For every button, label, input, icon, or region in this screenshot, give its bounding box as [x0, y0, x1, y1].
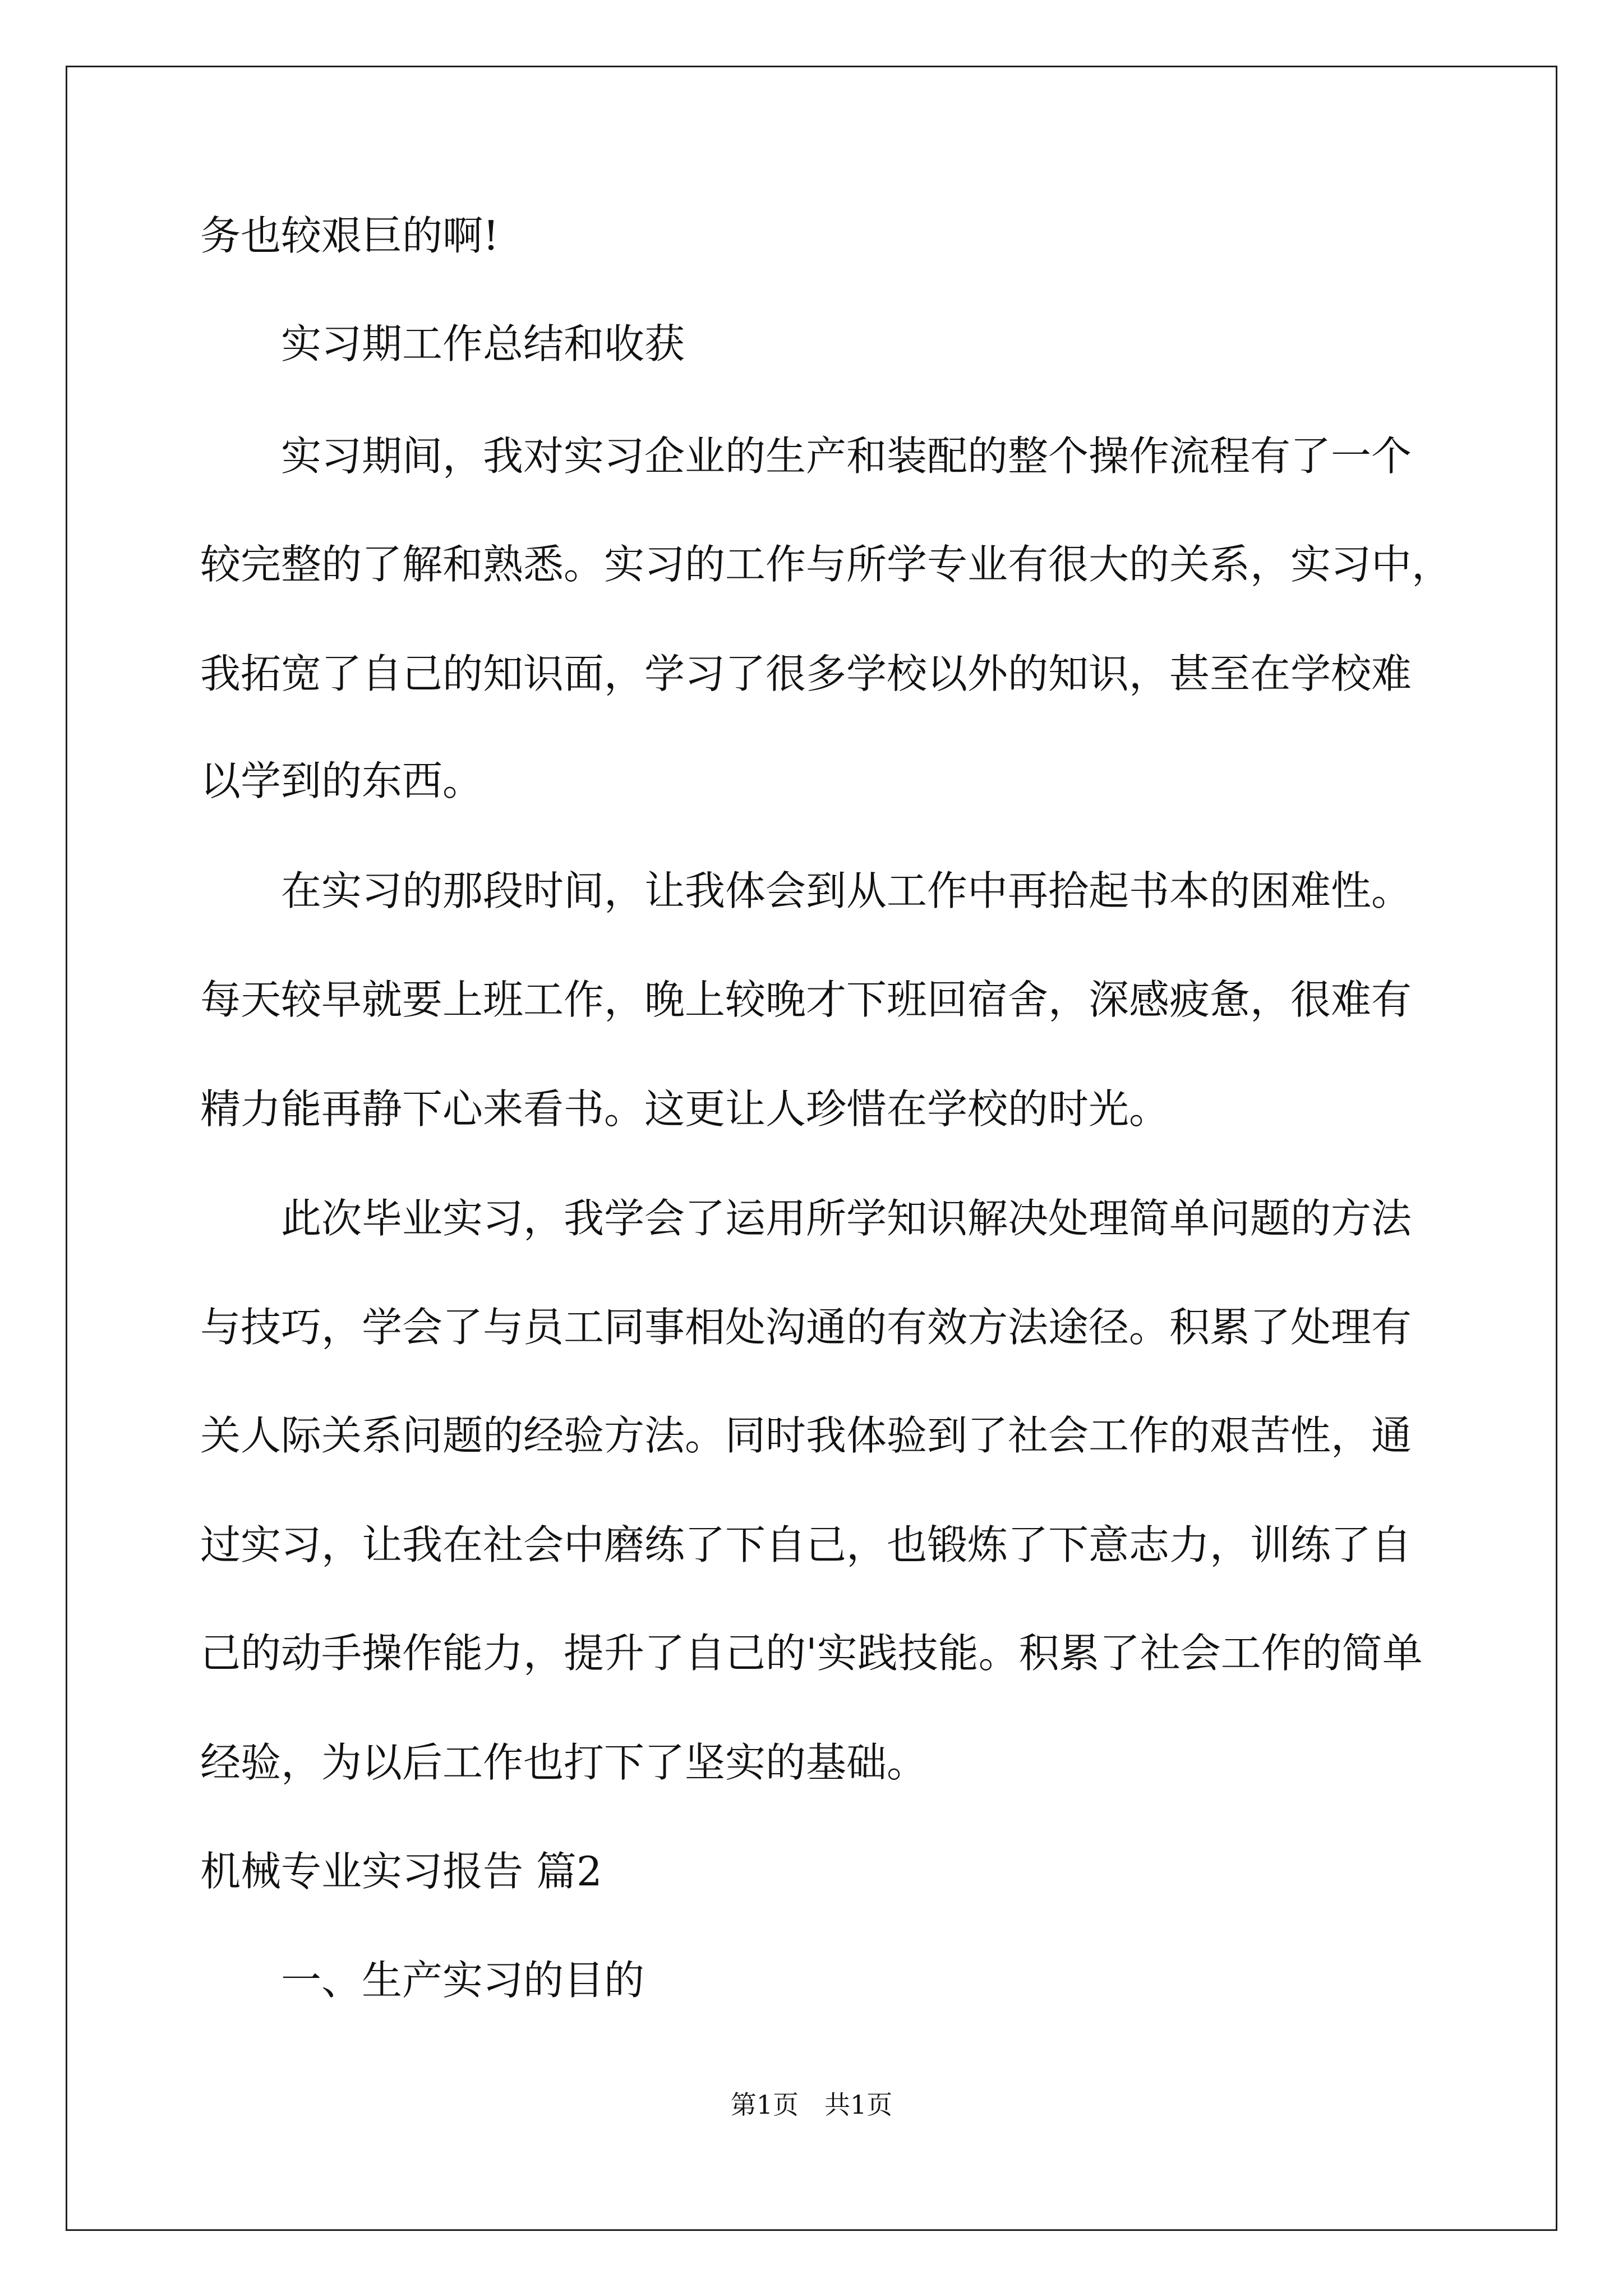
paragraph-line: 过实习，让我在社会中磨练了下自己，也锻炼了下意志力，训练了自 [200, 1521, 1412, 1568]
paragraph-line: 关人际关系问题的经验方法。同时我体验到了社会工作的艰苦性，通 [200, 1412, 1412, 1459]
section-heading: 实习期工作总结和收获 [281, 320, 685, 367]
paragraph-line: 我拓宽了自己的知识面，学习了很多学校以外的知识，甚至在学校难 [200, 650, 1412, 697]
report-title: 机械专业实习报告 篇2 [200, 1848, 602, 1895]
text-line: 务也较艰巨的啊! [200, 212, 499, 259]
paragraph-line: 此次毕业实习，我学会了运用所学知识解决处理简单问题的方法 [281, 1195, 1412, 1242]
paragraph-line: 以学到的东西。 [200, 757, 483, 804]
page-border [66, 66, 1557, 2231]
paragraph-line: 己的动手操作能力，提升了自己的'实践技能。积累了社会工作的简单 [200, 1630, 1423, 1677]
paragraph-line: 在实习的那段时间，让我体会到从工作中再拾起书本的困难性。 [281, 867, 1412, 914]
paragraph-line: 实习期间，我对实习企业的生产和装配的整个操作流程有了一个 [281, 432, 1412, 480]
paragraph-line: 较完整的了解和熟悉。实习的工作与所学专业有很大的关系，实习中， [200, 541, 1453, 588]
paragraph-line: 精力能再静下心来看书。这更让人珍惜在学校的时光。 [200, 1085, 1170, 1133]
page-footer: 第1页 共1页 [730, 2090, 893, 2120]
paragraph-line: 与技巧，学会了与员工同事相处沟通的有效方法途径。积累了处理有 [200, 1304, 1412, 1351]
paragraph-line: 每天较早就要上班工作，晚上较晚才下班回宿舍，深感疲惫，很难有 [200, 976, 1412, 1023]
paragraph-line: 经验，为以后工作也打下了坚实的基础。 [200, 1739, 928, 1786]
section-heading: 一、生产实习的目的 [281, 1957, 645, 2004]
